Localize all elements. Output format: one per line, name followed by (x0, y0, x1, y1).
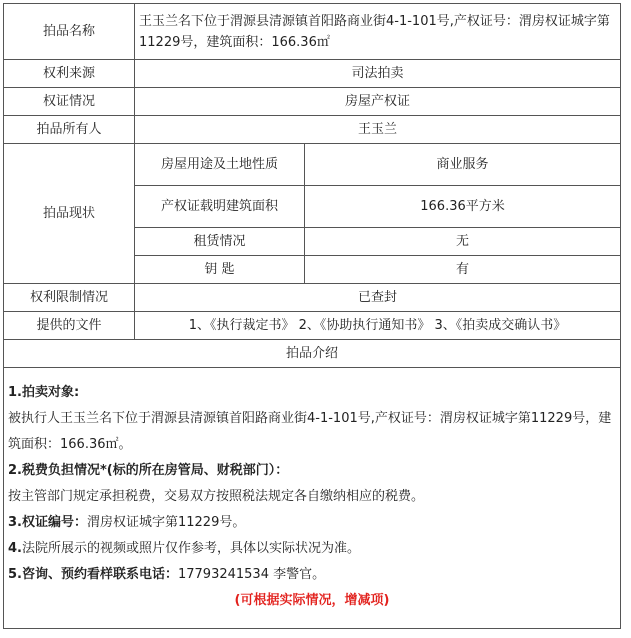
row-certificate (4, 88, 621, 116)
row-status-usage (4, 144, 621, 186)
status-sub-value: 有 (305, 256, 621, 284)
documents-value: 1、《执行裁定书》 2、《协助执行通知书》 3、《拍卖成交确认书》 (135, 312, 621, 340)
row-intro-header (4, 340, 621, 368)
intro-section-2-text: 按主管部门规定承担税费，交易双方按照税法规定各自缴纳相应的税费。 (8, 489, 425, 504)
status-label: 拍品现状 (4, 144, 135, 284)
row-intro-body (4, 368, 621, 629)
row-documents (4, 312, 621, 340)
section-text: 渭房权证城字第11229号。 (86, 515, 246, 530)
status-sub-label: 租赁情况 (135, 228, 305, 256)
intro-section-5 (8, 562, 616, 588)
intro-body (4, 368, 621, 629)
status-sub-value: 商业服务 (305, 144, 621, 186)
status-sub-label: 产权证载明建筑面积 (135, 186, 305, 228)
owner-label: 拍品所有人 (4, 116, 135, 144)
status-sub-label: 房屋用途及土地性质 (135, 144, 305, 186)
certificate-value: 房屋产权证 (135, 88, 621, 116)
section-title: 3.权证编号： (8, 515, 87, 530)
status-sub-label: 钥 匙 (135, 256, 305, 284)
section-title: 4. (8, 541, 22, 556)
certificate-label: 权证情况 (4, 88, 135, 116)
section-title: 2.税费负担情况*(标的所在房管局、财税部门）： (8, 463, 289, 478)
restriction-value: 已查封 (135, 284, 621, 312)
item-name-label: 拍品名称 (4, 4, 135, 60)
row-rights-source (4, 60, 621, 88)
owner-value: 王玉兰 (135, 116, 621, 144)
row-item-name (4, 4, 621, 60)
status-sub-value: 无 (305, 228, 621, 256)
intro-header: 拍品介绍 (4, 340, 621, 368)
restriction-label: 权利限制情况 (4, 284, 135, 312)
rights-source-value: 司法拍卖 (135, 60, 621, 88)
intro-section-4 (8, 536, 616, 562)
rights-source-label: 权利来源 (4, 60, 135, 88)
section-text: 17793241534 李警官。 (177, 567, 326, 582)
status-sub-value: 166.36平方米 (305, 186, 621, 228)
row-owner (4, 116, 621, 144)
documents-label: 提供的文件 (4, 312, 135, 340)
intro-section-3 (8, 510, 616, 536)
intro-section-1-title (8, 380, 616, 406)
adjust-note: (可根据实际情况，增减项) (234, 593, 390, 608)
section-text: 法院所展示的视频或照片仅作参考，具体以实际状况为准。 (21, 541, 360, 556)
intro-section-2-title (8, 458, 616, 484)
intro-section-1-text: 被执行人王玉兰名下位于渭源县清源镇首阳路商业街4-1-101号,产权证号：渭房权证城字第11229号，建筑面积：166.36㎡。 (8, 411, 612, 452)
section-title: 1.拍卖对象: (8, 385, 80, 400)
auction-info-table (3, 3, 621, 629)
row-restriction (4, 284, 621, 312)
item-name-value: 王玉兰名下位于渭源县清源镇首阳路商业街4-1-101号,产权证号：渭房权证城字第11229号，建筑面积：166.36㎡ (135, 4, 621, 60)
section-title: 5.咨询、预约看样联系电话： (8, 567, 178, 582)
